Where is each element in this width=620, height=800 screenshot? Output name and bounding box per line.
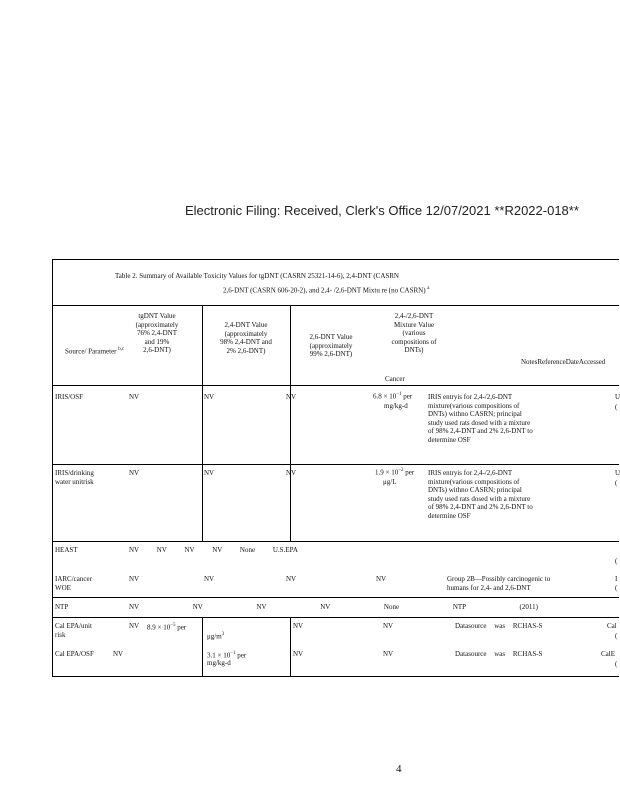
cell-notes: IRIS entryis for 2,4-/2,6-DNT mixture(various compositions of DNTs) withno CASRN; principal study used rats dosed with a mixture of 98% 2,4-DNT and 2% 2,6-DNT to determine OSF bbox=[428, 469, 533, 520]
table-caption: Table 2. Summary of Available Toxicity Values for tgDNT (CASRN 25321-14-6), 2,4-DNT (CASRN bbox=[115, 272, 399, 280]
column-rule bbox=[202, 617, 203, 676]
cell-notes: Datasource was RCHAS-S bbox=[455, 622, 543, 630]
cell-notes: Datasource was RCHAS-S bbox=[455, 650, 543, 658]
filing-stamp: Electronic Filing: Received, Clerk's Office 12/07/2021 **R2022-018** bbox=[185, 203, 579, 218]
cell-date-cut: ( bbox=[615, 584, 618, 592]
cell-24dnt: $8.9 \times 10^{-5}$ per bbox=[147, 623, 187, 632]
col-header-tgdnt: tgDNT Value (approximately 76% 2,4-DNT and 19% 2,6-DNT) bbox=[135, 312, 179, 354]
cell-reference-cut: U bbox=[615, 393, 620, 401]
cell-mixture: NV bbox=[376, 575, 387, 583]
cell-date-cut: ( bbox=[615, 557, 618, 565]
cell-24dnt: NV bbox=[204, 393, 215, 401]
table-rule bbox=[53, 385, 619, 386]
column-rule bbox=[202, 305, 203, 542]
column-rule bbox=[290, 617, 291, 676]
cell-24dnt-unit: mg/kg-d bbox=[207, 659, 231, 667]
row-values: NV NV NV NV None U.S.EPA bbox=[129, 546, 298, 554]
cell-mixture: NV bbox=[383, 650, 394, 658]
cell-reference-cut: I bbox=[615, 575, 618, 583]
table-rule bbox=[53, 597, 619, 598]
col-header-mixture: 2,4-/2,6-DNT Mixture Value (various compositions of DNTs) bbox=[391, 312, 437, 354]
cell-24dnt: NV bbox=[204, 575, 215, 583]
table-caption-cont: 2,6-DNT (CASRN 606-20-2), and 2,4- /2,6-DNT Mixtu re (no CASRN) $^a$ bbox=[223, 286, 430, 295]
row-source: IARC/cancer WOE bbox=[55, 575, 92, 592]
column-rule bbox=[290, 305, 291, 542]
cell-tgdnt: NV bbox=[129, 469, 140, 477]
cell-tgdnt: NV bbox=[113, 650, 124, 658]
row-source: Cal EPA/OSF bbox=[55, 650, 94, 658]
cell-date-cut: ( bbox=[615, 403, 618, 411]
cell-mixture-unit: μg/L bbox=[383, 478, 397, 486]
row-source: NTP bbox=[55, 603, 69, 611]
cell-date-cut: ( bbox=[615, 660, 618, 668]
cell-26dnt: NV bbox=[286, 575, 297, 583]
cell-reference-cut: Cal bbox=[607, 622, 617, 630]
cell-tgdnt: NV bbox=[129, 393, 140, 401]
row-source: IRIS/drinking water unitrisk bbox=[55, 469, 94, 486]
table-rule bbox=[53, 617, 619, 618]
table-rule bbox=[53, 305, 619, 306]
row-source: IRIS/OSF bbox=[55, 393, 84, 401]
row-source: Cal EPA/unit risk bbox=[55, 622, 92, 639]
cell-notes: Group 2B—Possibly carcinogenic to humans for 2,4- and 2,6-DNT bbox=[447, 575, 551, 592]
col-header-source: Source/ Parameter $^{b,c}$ bbox=[65, 347, 125, 356]
table-rule bbox=[53, 541, 619, 542]
cell-reference-cut: U bbox=[615, 469, 620, 477]
cell-24dnt-unit: $\mu g/m^3$ bbox=[207, 632, 225, 641]
cell-mixture-unit: mg/kg-d bbox=[384, 402, 408, 410]
cell-26dnt: NV bbox=[293, 650, 304, 658]
col-header-notes: NotesReferenceDateAccessed bbox=[521, 358, 606, 366]
cell-mixture: $1.9 \times 10^{-2}$ per bbox=[375, 468, 415, 477]
row-source: HEAST bbox=[55, 546, 78, 554]
cell-26dnt: NV bbox=[286, 393, 297, 401]
cell-tgdnt: NV bbox=[129, 575, 140, 583]
section-cancer: Cancer bbox=[385, 375, 405, 383]
toxicity-summary-table bbox=[52, 259, 619, 677]
cell-24dnt: NV bbox=[204, 469, 215, 477]
row-values: NV NV NV NV None NTP (2011) bbox=[129, 603, 538, 611]
cell-mixture: NV bbox=[383, 622, 394, 630]
col-header-24dnt: 2,4-DNT Value (approximately 98% 2,4-DNT and 2% 2,6-DNT) bbox=[220, 321, 272, 355]
cell-notes: IRIS entryis for 2,4-/2,6-DNT mixture(various compositions of DNTs) withno CASRN; principal study used rats dosed with a mixture of 98% 2,4-DNT and 2% 2,6-DNT to determine OSF bbox=[428, 393, 533, 444]
page-number: 4 bbox=[396, 763, 402, 775]
cell-24dnt: $3.1 \times 10^{-1}$ per bbox=[207, 651, 247, 660]
cell-26dnt: NV bbox=[293, 622, 304, 630]
cell-mixture: $6.8 \times 10^{-1}$ per bbox=[373, 392, 413, 401]
cell-tgdnt: NV bbox=[129, 622, 140, 630]
cell-26dnt: NV bbox=[286, 469, 297, 477]
col-header-26dnt: 2,6-DNT Value (approximately 99% 2,6-DNT) bbox=[309, 333, 353, 358]
cell-date-cut: ( bbox=[615, 632, 618, 640]
cell-date-cut: ( bbox=[615, 479, 618, 487]
cell-reference-cut: CalE bbox=[601, 650, 615, 658]
table-rule bbox=[53, 464, 619, 465]
